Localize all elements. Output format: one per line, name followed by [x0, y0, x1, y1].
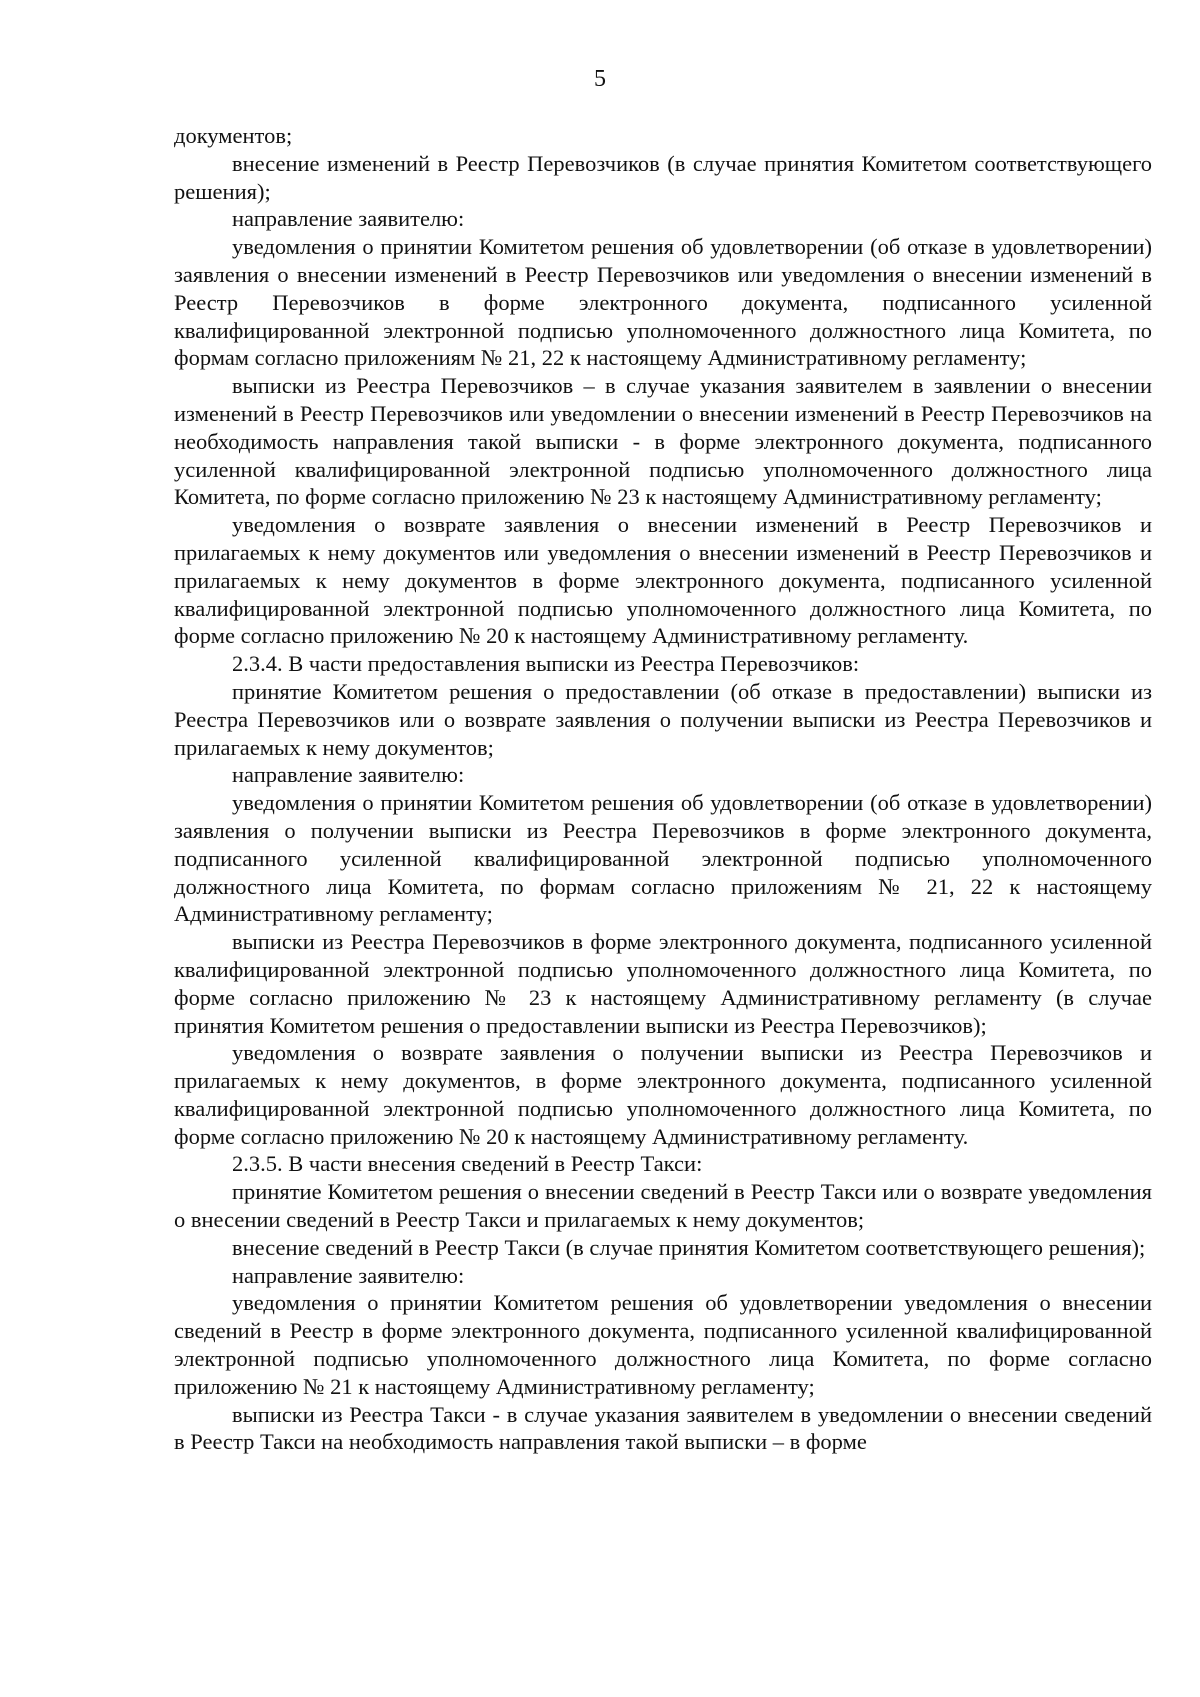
paragraph: уведомления о возврате заявления о получении выписки из Реестра Перевозчиков и прилагаемых к нему документов, в форме электронного документа, подписанного усиленной квалифицированной электронной подписью уполномоченного должностного лица Комитета, по форме согласно приложению № 20 к настоящему Административному регламенту.	[174, 1040, 1152, 1149]
paragraph: уведомления о принятии Комитетом решения об удовлетворении уведомления о внесении сведений в Реестр в форме электронного документа, подписанного усиленной квалифицированной электронной подписью уполномоченного должностного лица Комитета, по форме согласно приложению № 21 к настоящему Административному регламенту;	[174, 1290, 1152, 1399]
paragraph: направление заявителю:	[232, 1262, 465, 1288]
paragraph: уведомления о принятии Комитетом решения об удовлетворении (об отказе в удовлетворении) заявления о получении выписки из Реестра Перевозчиков в форме электронного документа, подписанного усиленной квалифицированной электронной подписью уполномоченного должностного лица Комитета, по формам согласно приложениям № 21, 22 к настоящему Административному регламенту;	[174, 790, 1152, 927]
paragraph: уведомления о принятии Комитетом решения об удовлетворении (об отказе в удовлетворении) заявления о внесении изменений в Реестр Перевозчиков или уведомления о внесении изменений в Реестр Перевозчиков в форме электронного документа, подписанного усиленной квалифицированной электронной подписью уполномоченного должностного лица Комитета, по формам согласно приложениям № 21, 22 к настоящему Административному регламенту;	[174, 234, 1152, 371]
paragraph: выписки из Реестра Перевозчиков – в случае указания заявителем в заявлении о внесении изменений в Реестр Перевозчиков или уведомлении о внесении изменений в Реестр Перевозчиков на необходимость направления такой выписки - в форме электронного документа, подписанного усиленной квалифицированной электронной подписью уполномоченного должностного лица Комитета, по форме согласно приложению № 23 к настоящему Административному регламенту;	[174, 373, 1152, 510]
paragraph: 2.3.4. В части предоставления выписки из Реестра Перевозчиков:	[232, 651, 860, 677]
paragraph: документов;	[174, 123, 293, 148]
paragraph: направление заявителю:	[232, 206, 465, 232]
paragraph: внесение изменений в Реестр Перевозчиков (в случае принятия Комитетом соответствующего решения);	[174, 150, 1152, 204]
paragraph: внесение сведений в Реестр Такси (в случае принятия Комитетом соответствующего решения);	[232, 1234, 1146, 1260]
paragraph: уведомления о возврате заявления о внесении изменений в Реестр Перевозчиков и прилагаемых к нему документов или уведомления о внесении изменений в Реестр Перевозчиков и прилагаемых к нему документов в форме электронного документа, подписанного усиленной квалифицированной электронной подписью уполномоченного должностного лица Комитета, по форме согласно приложению № 20 к настоящему Административному регламенту.	[174, 512, 1152, 649]
paragraph: принятие Комитетом решения о предоставлении (об отказе в предоставлении) выписки из Реестра Перевозчиков или о возврате заявления о получении выписки из Реестра Перевозчиков и прилагаемых к нему документов;	[174, 678, 1152, 760]
paragraph: направление заявителю:	[232, 762, 465, 788]
page-number: 5	[594, 66, 606, 92]
document-body	[174, 122, 1152, 1456]
paragraph: 2.3.5. В части внесения сведений в Реестр Такси:	[232, 1151, 703, 1177]
paragraph: выписки из Реестра Такси - в случае указания заявителем в уведомлении о внесении сведений в Реестр Такси на необходимость направления такой выписки – в форме	[174, 1401, 1152, 1455]
paragraph: принятие Комитетом решения о внесении сведений в Реестр Такси или о возврате уведомления о внесении сведений в Реестр Такси и прилагаемых к нему документов;	[174, 1179, 1152, 1233]
paragraph: выписки из Реестра Перевозчиков в форме электронного документа, подписанного усиленной квалифицированной электронной подписью уполномоченного должностного лица Комитета, по форме согласно приложению № 23 к настоящему Административному регламенту (в случае принятия Комитетом решения о предоставлении выписки из Реестра Перевозчиков);	[174, 929, 1152, 1038]
